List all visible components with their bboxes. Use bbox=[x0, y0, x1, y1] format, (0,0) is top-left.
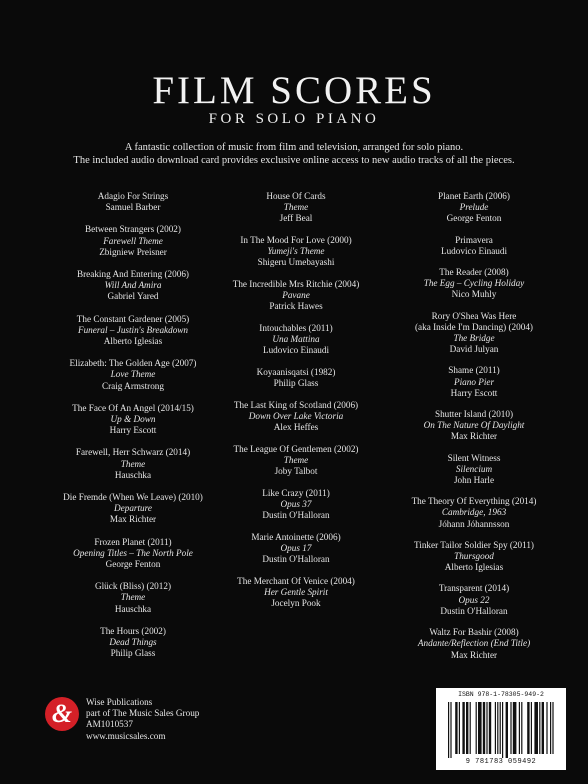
track-entry bbox=[386, 311, 562, 356]
track-composer: Philip Glass bbox=[273, 378, 319, 389]
track-entry bbox=[215, 400, 377, 434]
isbn-label: ISBN 978-1-78305-949-2 bbox=[458, 691, 544, 698]
track-subtitle: Will And Amira bbox=[104, 280, 162, 291]
track-composer: Max Richter bbox=[450, 649, 498, 660]
catalogue-number: AM1010537 bbox=[86, 719, 133, 730]
track-subtitle: Her Gentle Spirit bbox=[264, 587, 328, 597]
track-composer: Dustin O'Halloran bbox=[262, 510, 330, 521]
track-subtitle: The Bridge bbox=[453, 333, 495, 344]
track-title: Koyaanisqatsi (1982) bbox=[256, 367, 336, 377]
track-subtitle: Farewell Theme bbox=[103, 235, 163, 246]
track-entry bbox=[58, 581, 208, 615]
track-subtitle: Opus 37 bbox=[280, 499, 312, 509]
track-subtitle: Theme bbox=[120, 592, 146, 603]
track-title: Shame (2011) bbox=[448, 365, 500, 376]
track-subtitle: Silencium bbox=[455, 463, 493, 474]
track-title: Transparent (2014) bbox=[438, 583, 510, 594]
track-subtitle: Thursgood bbox=[454, 551, 494, 562]
track-entry bbox=[58, 492, 208, 526]
track-composer: Hauschka bbox=[114, 469, 152, 480]
track-entry bbox=[386, 453, 562, 487]
track-subtitle: The Egg – Cycling Holiday bbox=[423, 278, 525, 289]
track-entry bbox=[386, 267, 562, 301]
track-composer: Alberto Iglesias bbox=[444, 562, 504, 573]
track-composer: Jocelyn Pook bbox=[271, 598, 321, 609]
track-entry bbox=[215, 191, 377, 225]
track-column-2 bbox=[215, 191, 377, 620]
track-title: The Merchant Of Venice (2004) bbox=[237, 575, 355, 586]
track-title: House Of Cards bbox=[266, 191, 326, 201]
track-title: Glück (Bliss) (2012) bbox=[94, 581, 172, 592]
track-entry bbox=[386, 496, 562, 530]
barcode-panel bbox=[436, 688, 566, 770]
track-subtitle: On The Nature Of Daylight bbox=[423, 420, 525, 431]
track-composer: Ludovico Einaudi bbox=[262, 345, 330, 356]
track-entry bbox=[58, 626, 208, 660]
track-title: Shutter Island (2010) bbox=[434, 409, 514, 420]
track-composer: Samuel Barber bbox=[105, 202, 161, 213]
track-composer: George Fenton bbox=[446, 213, 502, 224]
track-composer: Philip Glass bbox=[110, 648, 156, 659]
intro-line: The included audio download card provides exclusive online access to new audio tracks of all the pieces. bbox=[73, 155, 515, 166]
track-subtitle: Funeral – Justin's Breakdown bbox=[77, 324, 189, 335]
track-title: Marie Antoinette (2006) bbox=[251, 531, 341, 542]
track-composer: Harry Escott bbox=[450, 387, 498, 398]
track-title: Breaking And Entering (2006) bbox=[76, 269, 189, 280]
track-subtitle: Theme bbox=[283, 202, 309, 213]
track-composer: Joby Talbot bbox=[274, 466, 318, 477]
track-title: Tinker Tailor Soldier Spy (2011) bbox=[414, 539, 534, 550]
track-entry bbox=[215, 532, 377, 566]
page-subtitle: FOR SOLO PIANO bbox=[208, 111, 380, 127]
publisher-name: Wise Publications bbox=[86, 697, 153, 707]
track-title: The Incredible Mrs Ritchie (2004) bbox=[232, 279, 360, 289]
track-composer: John Harle bbox=[453, 475, 495, 486]
track-entry bbox=[215, 367, 377, 389]
track-composer: Nico Muhly bbox=[451, 289, 497, 300]
track-composer: Hauschka bbox=[114, 603, 152, 614]
track-entry bbox=[386, 191, 562, 225]
publisher-logo bbox=[45, 697, 79, 731]
page-title: FILM SCORES bbox=[152, 69, 436, 112]
track-entry bbox=[58, 314, 208, 348]
track-title: The Face Of An Angel (2014/15) bbox=[72, 402, 194, 413]
track-subtitle: Theme bbox=[283, 455, 309, 465]
track-title: Silent Witness bbox=[447, 452, 501, 463]
track-subtitle: Una Mattina bbox=[272, 334, 320, 345]
intro-line: A fantastic collection of music from film and television, arranged for solo piano. bbox=[124, 142, 464, 153]
track-entry bbox=[386, 365, 562, 399]
track-composer: Gabriel Yared bbox=[107, 291, 159, 302]
track-subtitle: Theme bbox=[120, 458, 146, 469]
track-entry bbox=[58, 358, 208, 392]
track-entry bbox=[58, 403, 208, 437]
track-column-1 bbox=[58, 191, 208, 671]
track-title: Intouchables (2011) bbox=[259, 323, 333, 333]
track-entry bbox=[215, 576, 377, 610]
track-entry bbox=[386, 540, 562, 574]
track-composer: Zbigniew Preisner bbox=[99, 246, 167, 257]
track-entry bbox=[215, 279, 377, 313]
track-entry bbox=[215, 488, 377, 522]
track-title: The Hours (2002) bbox=[100, 625, 166, 636]
track-column-3 bbox=[386, 191, 562, 671]
publisher-group: part of The Music Sales Group bbox=[86, 708, 200, 719]
track-title: (aka Inside I'm Dancing) (2004) bbox=[415, 321, 533, 332]
track-title: The League Of Gentlemen (2002) bbox=[233, 443, 359, 454]
track-entry bbox=[58, 537, 208, 571]
track-subtitle: Pavane bbox=[282, 290, 310, 301]
track-title: Die Fremde (When We Leave) (2010) bbox=[63, 492, 203, 503]
track-entry bbox=[215, 235, 377, 269]
track-subtitle: Departure bbox=[114, 503, 152, 514]
track-composer: Max Richter bbox=[109, 514, 157, 525]
track-title: The Reader (2008) bbox=[439, 267, 509, 278]
track-subtitle: Piano Pier bbox=[453, 376, 495, 387]
track-composer: Ludovico Einaudi bbox=[440, 245, 508, 256]
track-composer: Alex Heffes bbox=[273, 422, 319, 433]
track-title: Planet Earth (2006) bbox=[438, 191, 510, 201]
track-title: Adagio For Strings bbox=[97, 191, 169, 201]
track-title: Frozen Planet (2011) bbox=[94, 536, 172, 547]
track-subtitle: Opus 22 bbox=[458, 594, 490, 605]
track-subtitle: Opus 17 bbox=[280, 543, 312, 553]
ampersand-logo-icon: & bbox=[51, 699, 73, 728]
track-entry bbox=[386, 583, 562, 617]
track-entry bbox=[58, 224, 208, 258]
track-subtitle: Yumeji's Theme bbox=[267, 246, 325, 257]
track-subtitle: Cambridge, 1963 bbox=[441, 507, 507, 518]
track-composer: Shigeru Umebayashi bbox=[257, 257, 335, 268]
track-subtitle: Opening Titles – The North Pole bbox=[73, 547, 193, 558]
track-composer: Patrick Hawes bbox=[269, 301, 323, 312]
track-title: The Theory Of Everything (2014) bbox=[411, 496, 537, 507]
track-subtitle: Andante/Reflection (End Title) bbox=[417, 638, 531, 649]
track-composer: Craig Armstrong bbox=[101, 380, 164, 391]
track-subtitle: Up & Down bbox=[110, 414, 156, 425]
track-composer: Harry Escott bbox=[109, 425, 157, 436]
barcode-number: 9 781783 059492 bbox=[465, 758, 537, 766]
track-composer: Alberto Iglesias bbox=[103, 336, 163, 347]
track-entry bbox=[215, 444, 377, 478]
track-subtitle: Down Over Lake Victoria bbox=[248, 411, 344, 421]
track-composer: Dustin O'Halloran bbox=[440, 605, 508, 616]
publisher-website: www.musicsales.com bbox=[86, 730, 166, 741]
track-composer: Max Richter bbox=[450, 431, 498, 442]
barcode-icon bbox=[446, 702, 556, 758]
track-title: Rory O'Shea Was Here bbox=[431, 310, 517, 321]
track-title: Elizabeth: The Golden Age (2007) bbox=[69, 358, 197, 369]
track-title: Farewell, Herr Schwarz (2014) bbox=[75, 447, 191, 458]
track-entry bbox=[386, 409, 562, 443]
track-title: In The Mood For Love (2000) bbox=[240, 235, 352, 245]
track-entry bbox=[58, 191, 208, 213]
track-title: Waltz For Bashir (2008) bbox=[429, 627, 519, 638]
track-title: Between Strangers (2002) bbox=[85, 224, 181, 235]
track-title: Like Crazy (2011) bbox=[262, 487, 330, 498]
intro-text bbox=[30, 141, 558, 167]
track-subtitle: Dead Things bbox=[109, 637, 157, 648]
track-title: The Last King of Scotland (2006) bbox=[233, 399, 359, 410]
track-composer: Dustin O'Halloran bbox=[262, 554, 330, 565]
track-composer: George Fenton bbox=[105, 559, 161, 570]
track-composer: Jeff Beal bbox=[279, 213, 313, 224]
track-entry bbox=[215, 323, 377, 357]
publisher-info bbox=[86, 697, 199, 742]
track-composer: David Julyan bbox=[449, 344, 499, 355]
track-title: The Constant Gardener (2005) bbox=[76, 313, 190, 324]
track-title: Primavera bbox=[455, 234, 493, 245]
track-entry bbox=[386, 235, 562, 257]
track-composer: Jóhann Jóhannsson bbox=[438, 518, 510, 529]
track-entry bbox=[386, 627, 562, 661]
track-entry bbox=[58, 447, 208, 481]
track-entry bbox=[58, 269, 208, 303]
track-subtitle: Love Theme bbox=[110, 369, 156, 380]
track-subtitle: Prelude bbox=[459, 202, 489, 213]
